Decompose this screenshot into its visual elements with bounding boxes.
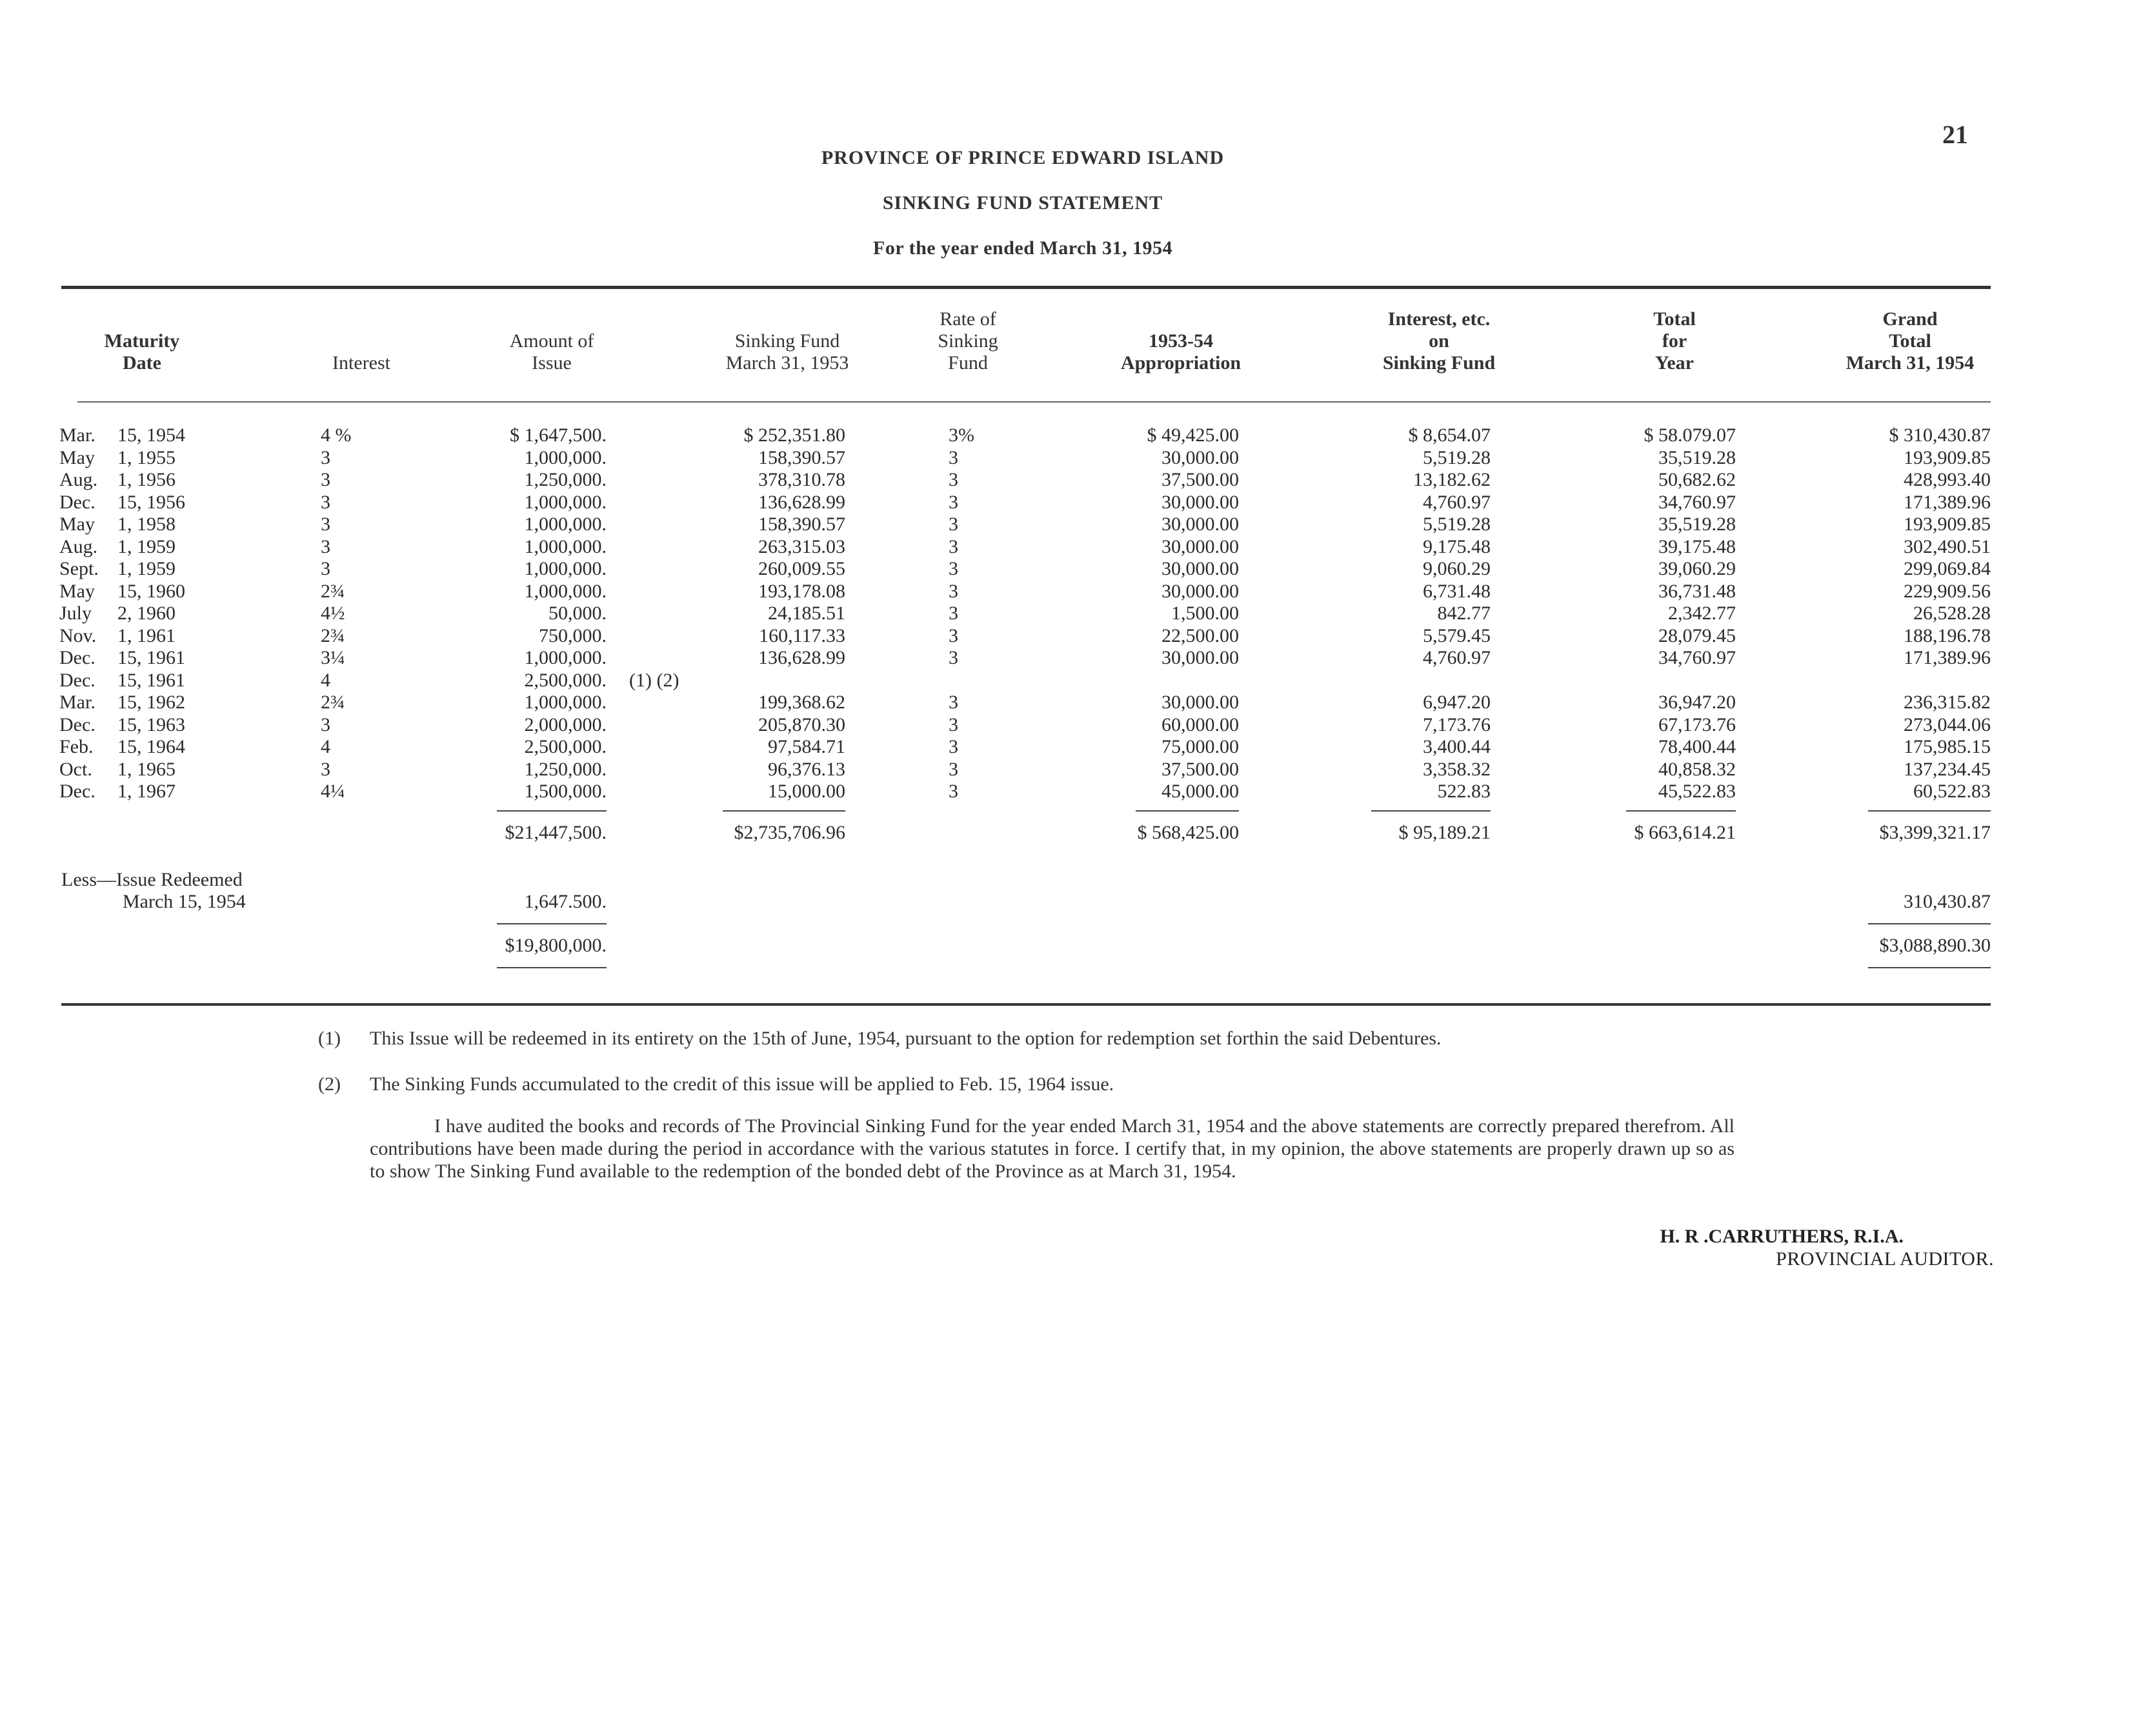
- issue-amount: 1,000,000.: [524, 558, 607, 579]
- interest-on-fund: 522.83: [1437, 781, 1491, 802]
- total-for-year: 39,060.29: [1658, 558, 1736, 579]
- total-year: $ 663,614.21: [1634, 822, 1736, 843]
- sinking-fund-1953: 199,368.62: [758, 692, 845, 713]
- interest-on-fund: 9,175.48: [1423, 536, 1491, 557]
- total-for-year: 45,522.83: [1658, 781, 1736, 802]
- sinking-fund-1953: 193,178.08: [758, 581, 845, 602]
- grand-total: 137,234.45: [1904, 759, 1991, 780]
- appropriation: 30,000.00: [1162, 581, 1239, 602]
- maturity-day-year: 15, 1961: [117, 647, 185, 668]
- total-for-year: 34,760.97: [1658, 492, 1736, 513]
- sinking-fund-1953: $ 252,351.80: [743, 424, 845, 446]
- less-redeemed-amount: 1,647.500.: [524, 891, 607, 912]
- appropriation: 45,000.00: [1162, 781, 1239, 802]
- interest-on-fund: 6,947.20: [1423, 692, 1491, 713]
- appropriation: 22,500.00: [1162, 625, 1239, 646]
- maturity-month: May: [59, 514, 95, 535]
- total-for-year: 39,175.48: [1658, 536, 1736, 557]
- interest-underline: [1371, 810, 1491, 812]
- interest-on-fund: 3,358.32: [1423, 759, 1491, 780]
- appropriation: 30,000.00: [1162, 692, 1239, 713]
- total-for-year: 67,173.76: [1658, 714, 1736, 735]
- interest-on-fund: 9,060.29: [1423, 558, 1491, 579]
- interest-on-fund: 5,579.45: [1423, 625, 1491, 646]
- appropriation: 30,000.00: [1162, 514, 1239, 535]
- maturity-date: [59, 469, 234, 491]
- issue-amount: 1,250,000.: [524, 469, 607, 490]
- sinking-rate: 3: [949, 536, 958, 557]
- sinking-fund-1953: 136,628.99: [758, 492, 845, 513]
- maturity-day-year: 15, 1962: [117, 692, 185, 713]
- issue-amount: 1,000,000.: [524, 447, 607, 468]
- issue-amount: 1,000,000.: [524, 692, 607, 713]
- statement-period: For the year ended March 31, 1954: [873, 237, 1172, 259]
- issue-amount: 1,250,000.: [524, 759, 607, 780]
- col-sinking-fund: Sinking Fund March 31, 1953: [725, 330, 849, 374]
- maturity-day-year: 15, 1961: [117, 670, 185, 691]
- maturity-day-year: 1, 1956: [117, 469, 176, 490]
- sinking-fund-1953: 96,376.13: [768, 759, 845, 780]
- sinking-fund-1953: 378,310.78: [758, 469, 845, 490]
- maturity-month: May: [59, 581, 95, 602]
- sinking-fund-1953: 15,000.00: [768, 781, 845, 802]
- total-sinking-fund: $2,735,706.96: [734, 822, 845, 843]
- interest-rate: 2¾: [321, 692, 345, 713]
- issue-amount: 2,000,000.: [524, 714, 607, 735]
- maturity-day-year: 15, 1960: [117, 581, 185, 602]
- maturity-date: [59, 781, 234, 803]
- total-year-underline: [1626, 810, 1736, 812]
- maturity-date: [59, 447, 234, 469]
- appropriation: 75,000.00: [1162, 736, 1239, 757]
- maturity-month: May: [59, 447, 95, 468]
- col-grand-total: Grand Total March 31, 1954: [1845, 308, 1975, 374]
- sinking-rate: 3%: [949, 424, 974, 446]
- col-interest-on-fund: Interest, etc. on Sinking Fund: [1382, 308, 1496, 374]
- grand-total: 299,069.84: [1904, 558, 1991, 579]
- interest-on-fund: 3,400.44: [1423, 736, 1491, 757]
- amount-underline: [497, 810, 607, 812]
- sinking-fund-1953: 160,117.33: [759, 625, 845, 646]
- net-grand-underline: [1868, 923, 1991, 924]
- net-grand-final-rule: [1868, 967, 1991, 968]
- maturity-date: [59, 603, 234, 624]
- grand-total: 188,196.78: [1904, 625, 1991, 646]
- maturity-date: [59, 424, 234, 446]
- sinking-rate: 3: [949, 447, 958, 468]
- maturity-date: [59, 692, 234, 713]
- col-amount: Amount of Issue: [509, 330, 594, 374]
- appropriation: 30,000.00: [1162, 536, 1239, 557]
- total-for-year: 2,342.77: [1668, 603, 1736, 624]
- less-redeemed-label: Less—Issue Redeemed: [61, 869, 243, 890]
- note-ref: (1) (2): [629, 670, 679, 691]
- sinking-rate: 3: [949, 647, 958, 668]
- total-for-year: 34,760.97: [1658, 647, 1736, 668]
- maturity-day-year: 15, 1954: [117, 424, 185, 446]
- total-for-year: 28,079.45: [1658, 625, 1736, 646]
- issue-amount: 2,500,000.: [524, 670, 607, 691]
- less-redeemed-date: March 15, 1954: [123, 891, 246, 912]
- sinking-fund-1953: 97,584.71: [768, 736, 845, 757]
- maturity-month: Feb.: [59, 736, 94, 757]
- auditor-title: PROVINCIAL AUDITOR.: [1776, 1248, 1994, 1270]
- maturity-date: [59, 714, 234, 736]
- audit-certification: I have audited the books and records of The Provincial Sinking Fund for the year ended March 31, 1954 and the above statements are correctly prepared therefrom. All contributions have been made during the period in accordance with the various statutes in force. I certify that, in my opinion, the above statements are properly drawn up so as to show The Sinking Fund available to the redemption of the bonded debt of the Province as at March 31, 1954.: [370, 1115, 1735, 1182]
- top-rule: [61, 286, 1991, 289]
- issue-amount: 1,500,000.: [524, 781, 607, 802]
- maturity-date: [59, 670, 234, 692]
- maturity-month: Nov.: [59, 625, 97, 646]
- grand-total: 175,985.15: [1904, 736, 1991, 757]
- sinking-rate: 3: [949, 736, 958, 757]
- sinking-rate: 3: [949, 759, 958, 780]
- interest-on-fund: 6,731.48: [1423, 581, 1491, 602]
- interest-on-fund: 4,760.97: [1423, 647, 1491, 668]
- maturity-month: Aug.: [59, 536, 98, 557]
- maturity-month: July: [59, 603, 92, 624]
- issue-amount: 750,000.: [539, 625, 607, 646]
- maturity-day-year: 1, 1965: [117, 759, 176, 780]
- grand-total-underline: [1868, 810, 1991, 812]
- appropriation: $ 49,425.00: [1147, 424, 1239, 446]
- net-amount-underline: [497, 923, 607, 924]
- total-for-year: 40,858.32: [1658, 759, 1736, 780]
- interest-rate: 3: [321, 714, 330, 735]
- interest-rate: 3: [321, 492, 330, 513]
- footnote-2: (2) The Sinking Funds accumulated to the credit of this issue will be applied to Feb. 15, 1964 issue.: [318, 1073, 1114, 1095]
- issue-amount: 1,000,000.: [524, 647, 607, 668]
- grand-total: 193,909.85: [1904, 514, 1991, 535]
- col-interest: Interest: [332, 352, 390, 374]
- grand-total: 273,044.06: [1904, 714, 1991, 735]
- issue-amount: 2,500,000.: [524, 736, 607, 757]
- maturity-day-year: 1, 1955: [117, 447, 176, 468]
- auditor-name: H. R .CARRUTHERS, R.I.A.: [1660, 1226, 1904, 1247]
- header-rule: [77, 401, 1991, 403]
- interest-rate: 2¾: [321, 625, 345, 646]
- sinking-rate: 3: [949, 514, 958, 535]
- sinking-fund-underline: [723, 810, 845, 812]
- sinking-fund-1953: 205,870.30: [758, 714, 845, 735]
- maturity-month: Mar.: [59, 692, 96, 713]
- issue-amount: 1,000,000.: [524, 536, 607, 557]
- maturity-date: [59, 736, 234, 758]
- interest-rate: 4 %: [321, 424, 352, 446]
- appropriation-underline: [1136, 810, 1239, 812]
- interest-on-fund: 4,760.97: [1423, 492, 1491, 513]
- appropriation: 1,500.00: [1171, 603, 1239, 624]
- maturity-date: [59, 759, 234, 781]
- issue-amount: 1,000,000.: [524, 492, 607, 513]
- grand-total: 302,490.51: [1904, 536, 1991, 557]
- interest-rate: 4: [321, 736, 330, 757]
- maturity-month: Sept.: [59, 558, 99, 579]
- total-amount: $21,447,500.: [505, 822, 607, 843]
- total-for-year: 36,731.48: [1658, 581, 1736, 602]
- maturity-day-year: 15, 1963: [117, 714, 185, 735]
- maturity-day-year: 1, 1959: [117, 536, 176, 557]
- col-appropriation: 1953-54 Appropriation: [1120, 330, 1242, 374]
- total-for-year: 35,519.28: [1658, 447, 1736, 468]
- maturity-month: Dec.: [59, 492, 96, 513]
- interest-rate: 3: [321, 447, 330, 468]
- col-total-year: Total for Year: [1653, 308, 1696, 374]
- issue-amount: 50,000.: [548, 603, 607, 624]
- sinking-rate: 3: [949, 625, 958, 646]
- total-for-year: 35,519.28: [1658, 514, 1736, 535]
- interest-rate: 4¼: [321, 781, 345, 802]
- maturity-date: [59, 492, 234, 514]
- maturity-date: [59, 581, 234, 603]
- maturity-month: Dec.: [59, 647, 96, 668]
- interest-on-fund: 5,519.28: [1423, 514, 1491, 535]
- maturity-date: [59, 558, 234, 580]
- maturity-day-year: 15, 1956: [117, 492, 185, 513]
- maturity-month: Dec.: [59, 714, 96, 735]
- maturity-date: [59, 536, 234, 558]
- appropriation: 30,000.00: [1162, 558, 1239, 579]
- interest-rate: 4: [321, 670, 330, 691]
- net-amount: $19,800,000.: [505, 935, 607, 956]
- total-for-year: 78,400.44: [1658, 736, 1736, 757]
- total-for-year: 36,947.20: [1658, 692, 1736, 713]
- interest-rate: 3: [321, 536, 330, 557]
- grand-total: $ 310,430.87: [1889, 424, 1991, 446]
- maturity-date: [59, 514, 234, 535]
- interest-rate: 4½: [321, 603, 345, 624]
- grand-total: 26,528.28: [1913, 603, 1991, 624]
- appropriation: 30,000.00: [1162, 647, 1239, 668]
- maturity-month: Aug.: [59, 469, 98, 490]
- col-maturity: Maturity Date: [104, 330, 180, 374]
- bottom-rule: [61, 1003, 1991, 1006]
- maturity-day-year: 1, 1961: [117, 625, 176, 646]
- sinking-rate: 3: [949, 558, 958, 579]
- grand-total: 236,315.82: [1904, 692, 1991, 713]
- total-for-year: 50,682.62: [1658, 469, 1736, 490]
- sinking-rate: 3: [949, 469, 958, 490]
- maturity-date: [59, 625, 234, 647]
- total-for-year: $ 58.079.07: [1644, 424, 1736, 446]
- less-redeemed-grand: 310,430.87: [1904, 891, 1991, 912]
- appropriation: 30,000.00: [1162, 492, 1239, 513]
- sinking-fund-1953: 24,185.51: [768, 603, 845, 624]
- interest-rate: 3¼: [321, 647, 345, 668]
- grand-total: 60,522.83: [1913, 781, 1991, 802]
- col-rate: Rate of Sinking Fund: [938, 308, 998, 374]
- interest-rate: 3: [321, 558, 330, 579]
- grand-total: 229,909.56: [1904, 581, 1991, 602]
- net-amount-final-rule: [497, 967, 607, 968]
- footnote-1: (1) This Issue will be redeemed in its entirety on the 15th of June, 1954, pursuant to the option for redemption set forthin the said Debentures.: [318, 1028, 1442, 1049]
- maturity-month: Oct.: [59, 759, 92, 780]
- interest-rate: 3: [321, 469, 330, 490]
- interest-on-fund: 7,173.76: [1423, 714, 1491, 735]
- sinking-rate: 3: [949, 781, 958, 802]
- total-interest: $ 95,189.21: [1398, 822, 1491, 843]
- sinking-fund-1953: 260,009.55: [758, 558, 845, 579]
- total-appropriation: $ 568,425.00: [1137, 822, 1239, 843]
- maturity-day-year: 1, 1967: [117, 781, 176, 802]
- document-title: PROVINCE OF PRINCE EDWARD ISLAND: [821, 147, 1225, 168]
- issue-amount: 1,000,000.: [524, 514, 607, 535]
- sinking-rate: 3: [949, 581, 958, 602]
- appropriation: 37,500.00: [1162, 759, 1239, 780]
- sinking-fund-1953: 263,315.03: [758, 536, 845, 557]
- interest-rate: 2¾: [321, 581, 345, 602]
- maturity-month: Dec.: [59, 781, 96, 802]
- sinking-rate: 3: [949, 603, 958, 624]
- sinking-fund-1953: 136,628.99: [758, 647, 845, 668]
- appropriation: 37,500.00: [1162, 469, 1239, 490]
- sinking-fund-1953: 158,390.57: [758, 447, 845, 468]
- appropriation: 60,000.00: [1162, 714, 1239, 735]
- net-grand: $3,088,890.30: [1879, 935, 1991, 956]
- maturity-day-year: 2, 1960: [117, 603, 176, 624]
- interest-on-fund: 5,519.28: [1423, 447, 1491, 468]
- page-number: 21: [1942, 120, 1968, 149]
- interest-on-fund: 842.77: [1437, 603, 1491, 624]
- issue-amount: $ 1,647,500.: [510, 424, 607, 446]
- sinking-rate: 3: [949, 492, 958, 513]
- total-grand: $3,399,321.17: [1879, 822, 1991, 843]
- interest-rate: 3: [321, 759, 330, 780]
- interest-on-fund: 13,182.62: [1413, 469, 1491, 490]
- maturity-month: Mar.: [59, 424, 96, 446]
- interest-rate: 3: [321, 514, 330, 535]
- grand-total: 193,909.85: [1904, 447, 1991, 468]
- interest-on-fund: $ 8,654.07: [1408, 424, 1491, 446]
- maturity-month: Dec.: [59, 670, 96, 691]
- sinking-rate: 3: [949, 692, 958, 713]
- statement-title: SINKING FUND STATEMENT: [882, 192, 1163, 214]
- grand-total: 428,993.40: [1904, 469, 1991, 490]
- maturity-day-year: 1, 1959: [117, 558, 176, 579]
- maturity-date: [59, 647, 234, 669]
- maturity-day-year: 1, 1958: [117, 514, 176, 535]
- grand-total: 171,389.96: [1904, 492, 1991, 513]
- issue-amount: 1,000,000.: [524, 581, 607, 602]
- maturity-day-year: 15, 1964: [117, 736, 185, 757]
- grand-total: 171,389.96: [1904, 647, 1991, 668]
- appropriation: 30,000.00: [1162, 447, 1239, 468]
- sinking-fund-1953: 158,390.57: [758, 514, 845, 535]
- sinking-rate: 3: [949, 714, 958, 735]
